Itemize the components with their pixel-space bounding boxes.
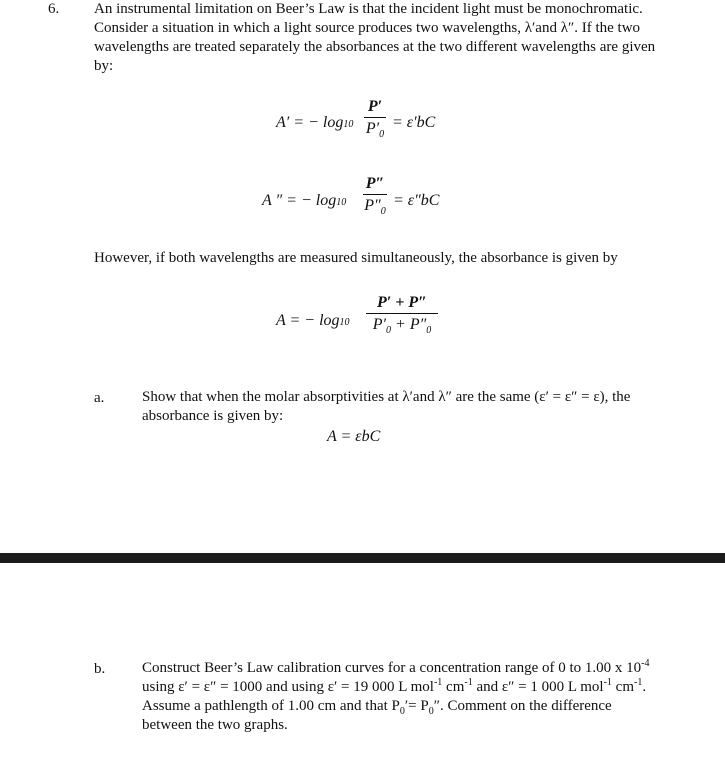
part-a-line-1: Show that when the molar absorptivities at λ′and λ″ are the same (ε′ = ε″ = ε), the (142, 389, 631, 405)
eq2-numerator: P″ (365, 175, 385, 192)
part-a-text (142, 388, 672, 426)
intro-line-1: An instrumental limitation on Beer’s Law is that the incident light must be monochromatic. (94, 1, 643, 17)
however-text: However, if both wavelengths are measured simultaneously, the absorbance is given by (94, 250, 618, 266)
eq1-rhs: = ε′bC (392, 114, 436, 131)
part-b-line-2: using ε′ = ε″ = 1000 and using ε′ = 19 000 L mol$^{-1}$ $cm^{-1}$ and ε″ = 1 000 L mol$^{-1}$ $cm^{-1}$. (142, 677, 647, 695)
intro-line-3: wavelengths are treated separately the absorbances at the two different wavelengths are given (94, 39, 656, 55)
part-b-line-3: Assume a pathlength of 1.00 cm and that $P_0'= P_0''$. Comment on the difference (142, 698, 612, 717)
equation-2 (262, 175, 482, 227)
equation-3 (276, 290, 476, 346)
eq1-den-sub: 0 (379, 129, 385, 141)
part-b-text (142, 659, 672, 735)
equation-1 (276, 98, 476, 148)
part-a-result: A = εbC (327, 428, 381, 445)
eq1-numerator: P′ (367, 98, 383, 115)
part-a-label: a. (94, 390, 105, 406)
eq2-denominator: P″ (364, 197, 381, 214)
eq3-den-sub-b: 0 (426, 325, 432, 337)
section-divider (0, 553, 725, 563)
eq1-denominator: P′ (365, 120, 380, 137)
part-b-line-4: between the two graphs. (142, 717, 288, 733)
eq1-lhs: A′ = − log (276, 114, 344, 131)
eq3-den-b: + P″ (395, 316, 427, 333)
part-b-line-1: Construct Beer’s Law calibration curves for a concentration range of 0 to 1.00 x $10^{-4}$ (142, 658, 650, 676)
question-number: 6. (48, 1, 60, 17)
eq3-lhs: A = − log (276, 312, 340, 329)
question-intro (94, 0, 672, 76)
eq1-log-base: 10 (343, 119, 354, 130)
eq3-numerator: P′ + P″ (377, 294, 427, 311)
intro-line-4: by: (94, 58, 114, 74)
eq3-den-a: P′ (372, 316, 387, 333)
intro-line-2: Consider a situation in which a light source produces two wavelengths, λ′and λ″. If the two (94, 20, 641, 36)
part-a-line-2: absorbance is given by: (142, 408, 284, 424)
eq3-den-sub-a: 0 (386, 325, 392, 337)
part-b-label: b. (94, 661, 106, 677)
eq2-rhs: = ε″bC (393, 192, 440, 209)
eq3-log-base: 10 (339, 317, 350, 328)
eq2-den-sub: 0 (380, 206, 386, 218)
eq2-lhs: A ″ = − log (262, 192, 337, 209)
eq2-log-base: 10 (336, 197, 347, 208)
